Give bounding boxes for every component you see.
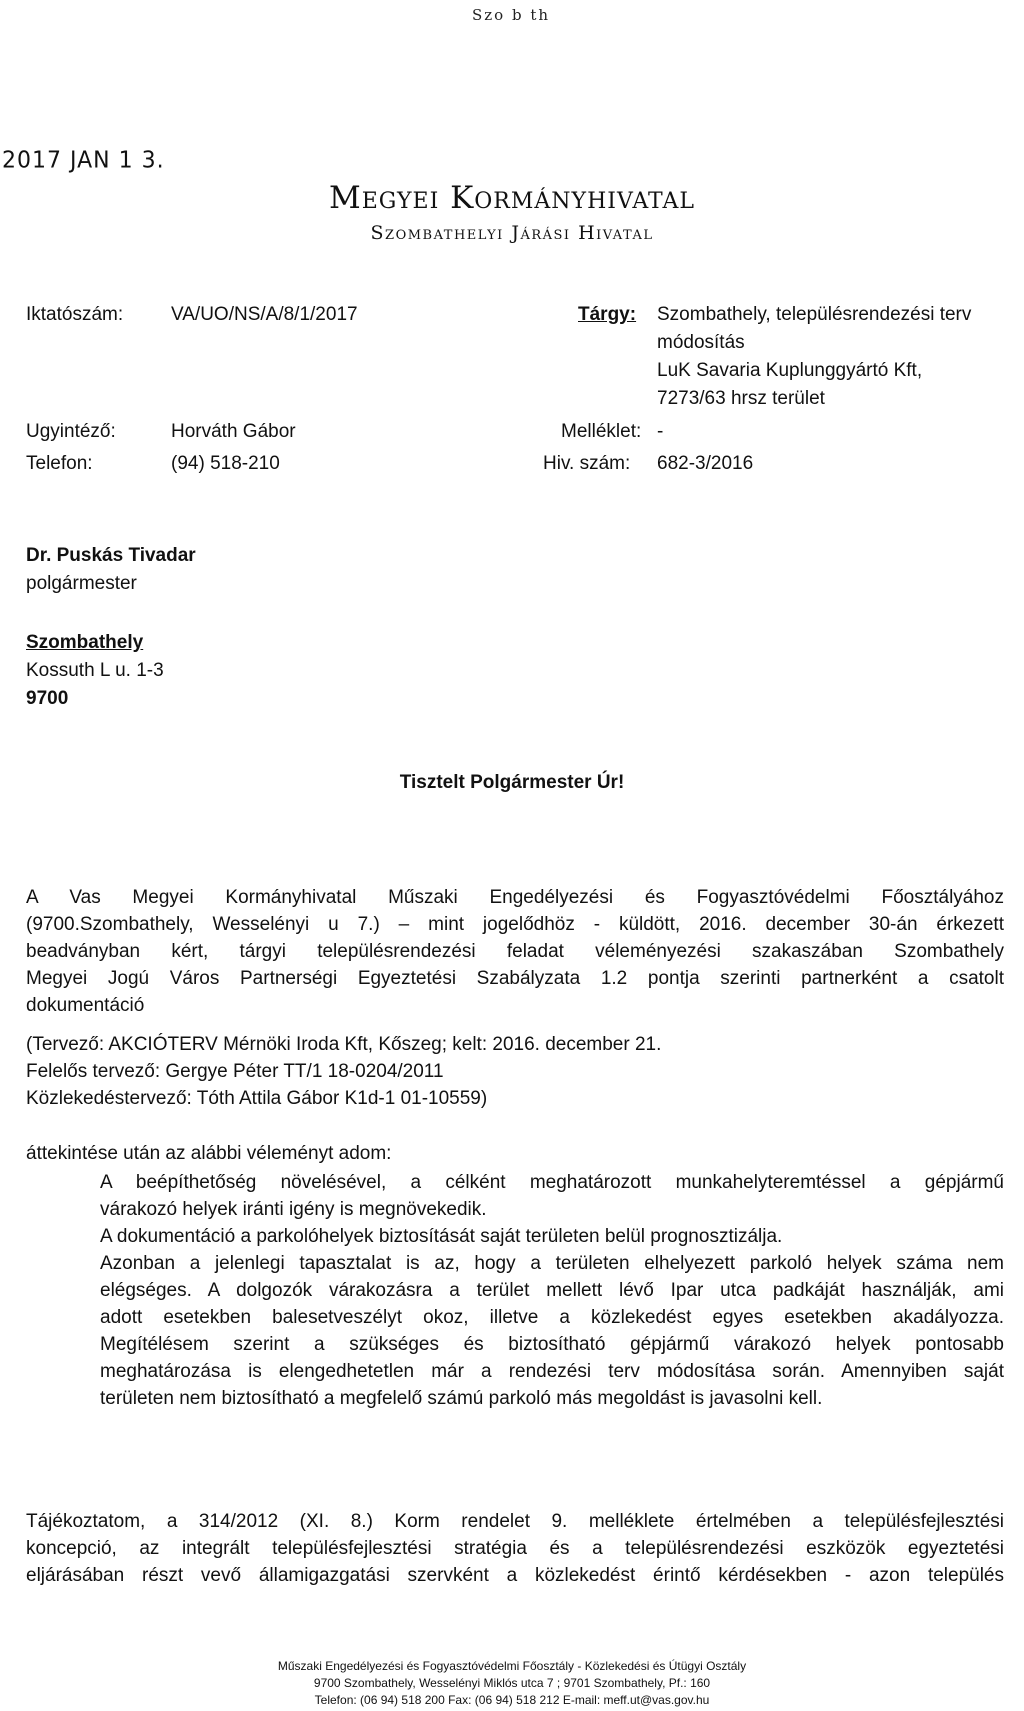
traffic-designer-line: Közlekedéstervező: Tóth Attila Gábor K1d-1 01-10559)	[26, 1088, 488, 1109]
melleklet-value: -	[657, 421, 664, 442]
recipient-name: Dr. Puskás Tivadar	[26, 545, 196, 566]
targy-line-3: LuK Savaria Kuplunggyártó Kft,	[657, 360, 923, 381]
paragraph-1-line-2: (9700.Szombathely, Wesselényi u 7.) – mint jogelődhöz - küldött, 2016. december 30-án érkezett	[26, 914, 1004, 935]
iktatoszam-label: Iktatószám:	[26, 304, 124, 325]
opinion-line-6: adott esetekben balesetveszélyt okoz, illetve a közlekedést egyes esetekben akadályozza.	[100, 1307, 1004, 1328]
organization-name: Megyei Kormányhivatal	[329, 180, 695, 216]
opinion-line-2: várakozó helyek iránti igény is megnövekedik.	[100, 1199, 487, 1220]
opinion-line-9: területen nem biztosítható a megfelelő számú parkoló más megoldást is javasolni kell.	[100, 1388, 823, 1409]
paragraph-3-line-1: Tájékoztatom, a 314/2012 (XI. 8.) Korm rendelet 9. melléklete értelmében a településfejlesztési	[26, 1511, 1004, 1532]
designer-line: (Tervező: AKCIÓTERV Mérnöki Iroda Kft, Kőszeg; kelt: 2016. december 21.	[26, 1034, 662, 1055]
recipient-zip: 9700	[26, 688, 69, 709]
hivszam-value: 682-3/2016	[657, 453, 754, 474]
responsible-designer-line: Felelős tervező: Gergye Péter TT/1 18-0204/2011	[26, 1061, 444, 1082]
organization-subname: Szombathelyi Járási Hivatal	[370, 222, 654, 244]
targy-line-1: Szombathely, településrendezési terv	[657, 304, 972, 325]
paragraph-1-line-4: Megyei Jogú Város Partnerségi Egyeztetési Szabályzata 1.2 pontja szerinti partnerként a csatolt	[26, 968, 1004, 989]
ugyintezo-value: Horváth Gábor	[171, 421, 296, 442]
melleklet-label: Melléklet:	[561, 421, 642, 442]
hivszam-label: Hiv. szám:	[543, 453, 631, 474]
opinion-line-7: Megítélésem szerint a szükséges és biztosítható gépjármű várakozó helyek pontosabb	[100, 1334, 1004, 1355]
opinion-intro: áttekintése után az alábbi véleményt adom:	[26, 1143, 392, 1164]
top-scan-mark: Szo b th	[472, 6, 551, 24]
recipient-city: Szombathely	[26, 632, 144, 653]
paragraph-1-line-1: A Vas Megyei Kormányhivatal Műszaki Engedélyezési és Fogyasztóvédelmi Főosztályához	[26, 887, 1004, 908]
targy-line-2: módosítás	[657, 332, 745, 353]
telefon-value: (94) 518-210	[171, 453, 280, 474]
salutation: Tisztelt Polgármester Úr!	[399, 772, 625, 793]
targy-line-4: 7273/63 hrsz terület	[657, 388, 825, 409]
paragraph-1-line-5: dokumentáció	[26, 995, 145, 1016]
footer-address: 9700 Szombathely, Wesselényi Miklós utca 7 ; 9701 Szombathely, Pf.: 160	[313, 1676, 711, 1690]
footer-department: Műszaki Engedélyezési és Fogyasztóvédelmi Főosztály - Közlekedési és Útügyi Osztály	[277, 1659, 747, 1673]
opinion-line-1: A beépíthetőség növelésével, a célként meghatározott munkahelyteremtéssel a gépjármű	[100, 1172, 1004, 1193]
paragraph-1-line-3: beadványban kért, tárgyi településrendezési feladat véleményezési szakaszában Szombathely	[26, 941, 1004, 962]
targy-label: Tárgy:	[578, 304, 637, 325]
ugyintezo-label: Ugyintéző:	[26, 421, 116, 442]
recipient-title: polgármester	[26, 573, 137, 594]
recipient-street: Kossuth L u. 1-3	[26, 660, 164, 681]
paragraph-3-line-2: koncepció, az integrált településfejlesztési stratégia és a településrendezési eszközök egyeztetési	[26, 1538, 1004, 1559]
opinion-line-3: A dokumentáció a parkolóhelyek biztosítását saját területen belül prognosztizálja.	[100, 1226, 783, 1247]
opinion-line-5: elégséges. A dolgozók várakozásra a terület mellett lévő Ipar utca padkáját használják, ami	[100, 1280, 1004, 1301]
telefon-label: Telefon:	[26, 453, 93, 474]
opinion-line-4: Azonban a jelenlegi tapasztalat is az, hogy a területen elhelyezett parkoló helyek száma nem	[100, 1253, 1004, 1274]
paragraph-3-line-3: eljárásában részt vevő államigazgatási szervként a közlekedést érintő kérdésekben - azon település	[26, 1565, 1004, 1586]
received-date-stamp: 2017 JAN 1 3.	[2, 147, 165, 174]
footer-contact: Telefon: (06 94) 518 200 Fax: (06 94) 518 212 E-mail: meff.ut@vas.gov.hu	[314, 1693, 710, 1707]
opinion-line-8: meghatározása is elengedhetetlen már a rendezési terv módosítása során. Amennyiben saját	[100, 1361, 1004, 1382]
iktatoszam-value: VA/UO/NS/A/8/1/2017	[171, 304, 358, 325]
